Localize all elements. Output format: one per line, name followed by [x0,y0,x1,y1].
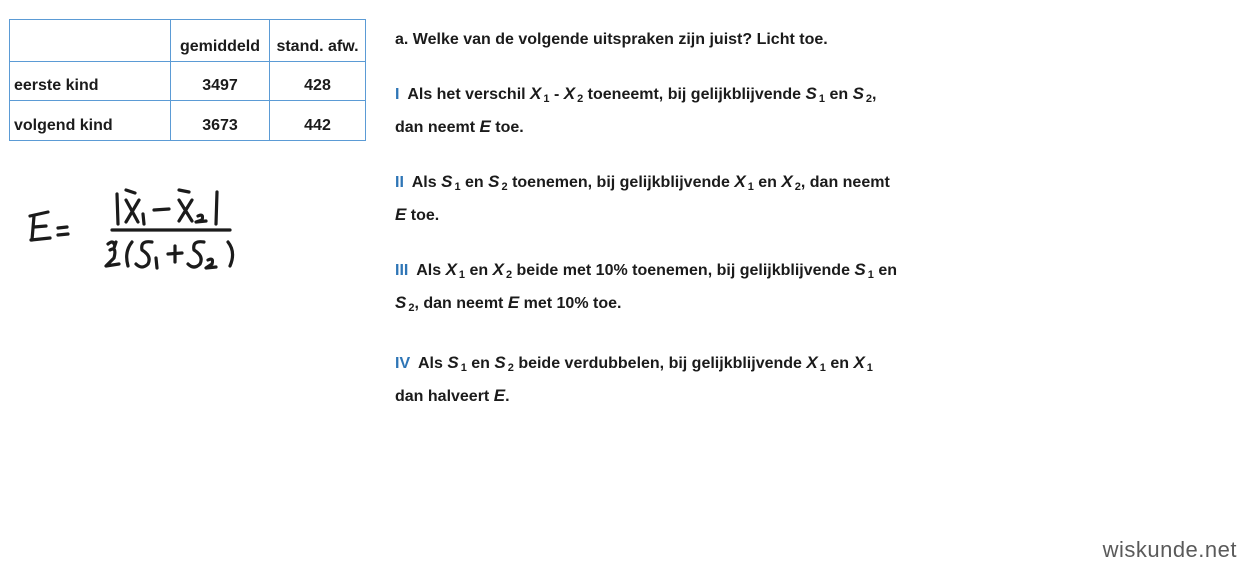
variable: X $_1$ [445,260,466,281]
cell-std-dev: 442 [270,101,366,141]
statement-text: beide met 10% toenemen, bij gelijkblijvende [516,262,850,279]
statement-text: , dan neemt [800,174,890,191]
variable: S $_1$ [441,172,461,193]
cell-std-dev: 428 [270,62,366,101]
statement-text: en [830,355,849,372]
statement-text: en [829,86,849,103]
statement-text: en [471,355,490,372]
statement-text: Als [411,174,437,191]
variable: X $_1$ [806,353,826,374]
cell-mean: 3673 [171,101,270,141]
table-header-row [10,20,366,62]
statement-numeral: IV [395,355,411,372]
variable: E [395,205,407,224]
statement-text: Als [417,355,443,372]
variable: S $_1$ [805,84,825,105]
statement-text: met 10% toe. [523,295,622,312]
variable: S $_1$ [854,260,874,281]
header-empty-cell [10,20,171,62]
statement-numeral: II [395,174,404,191]
variable: S $_2$ [852,84,873,105]
variable: X $_2$ [492,260,513,281]
row-label: eerste kind [10,62,171,101]
variable: S $_1$ [447,353,467,374]
variable: E [493,386,506,405]
statement-2 [395,168,955,229]
statement-4 [395,349,955,410]
statistics-table [9,19,366,141]
handwritten-formula [18,180,258,290]
statement-text: toe. [410,207,440,224]
header-std-dev: stand. afw. [270,20,366,62]
statement-text: . [505,388,510,405]
statement-text: - [553,86,560,103]
statement-numeral: III [395,262,409,279]
variable: E [479,117,491,136]
formula-lhs-e [30,212,50,240]
statement-1 [395,80,955,141]
variable: X $_1$ [734,172,754,193]
statement-text: Als [416,262,442,279]
formula-equals [58,227,68,235]
statement-text: en [878,262,898,279]
row-label: volgend kind [10,101,171,141]
variable: X $_2$ [781,172,801,193]
table-row [10,101,366,141]
cell-mean: 3497 [171,62,270,101]
table-row [10,62,366,101]
variable: X $_1$ [530,84,550,105]
statement-text: toe. [495,119,524,136]
statement-3 [395,256,955,322]
variable: E [507,293,520,312]
statement-text: dan neemt [395,119,476,136]
statement-text: en [758,174,777,191]
statement-text: en [465,174,484,191]
variable: S $_2$ [395,293,415,314]
formula-denominator [106,242,233,268]
header-mean: gemiddeld [171,20,270,62]
statement-numeral: I [395,86,400,103]
variable: X $_2$ [563,84,584,105]
question-intro: a. Welke van de volgende uitspraken zijn juist? Licht toe. [395,31,828,48]
formula-numerator [117,190,217,224]
statement-text: , [872,86,877,103]
question-block [395,26,955,437]
variable: S $_2$ [494,353,514,374]
statement-text: toenemen, bij gelijkblijvende [512,174,730,191]
statement-text: beide verdubbelen, bij gelijkblijvende [518,355,802,372]
statement-text: , dan neemt [414,295,504,312]
statement-text: Als het verschil [407,86,526,103]
statement-text: toeneemt, bij gelijkblijvende [587,86,802,103]
statement-text: en [469,262,489,279]
statement-text: dan halveert [395,388,490,405]
variable: X $_1$ [853,353,873,374]
variable: S $_2$ [488,172,508,193]
site-watermark: wiskunde.net [1102,537,1237,562]
